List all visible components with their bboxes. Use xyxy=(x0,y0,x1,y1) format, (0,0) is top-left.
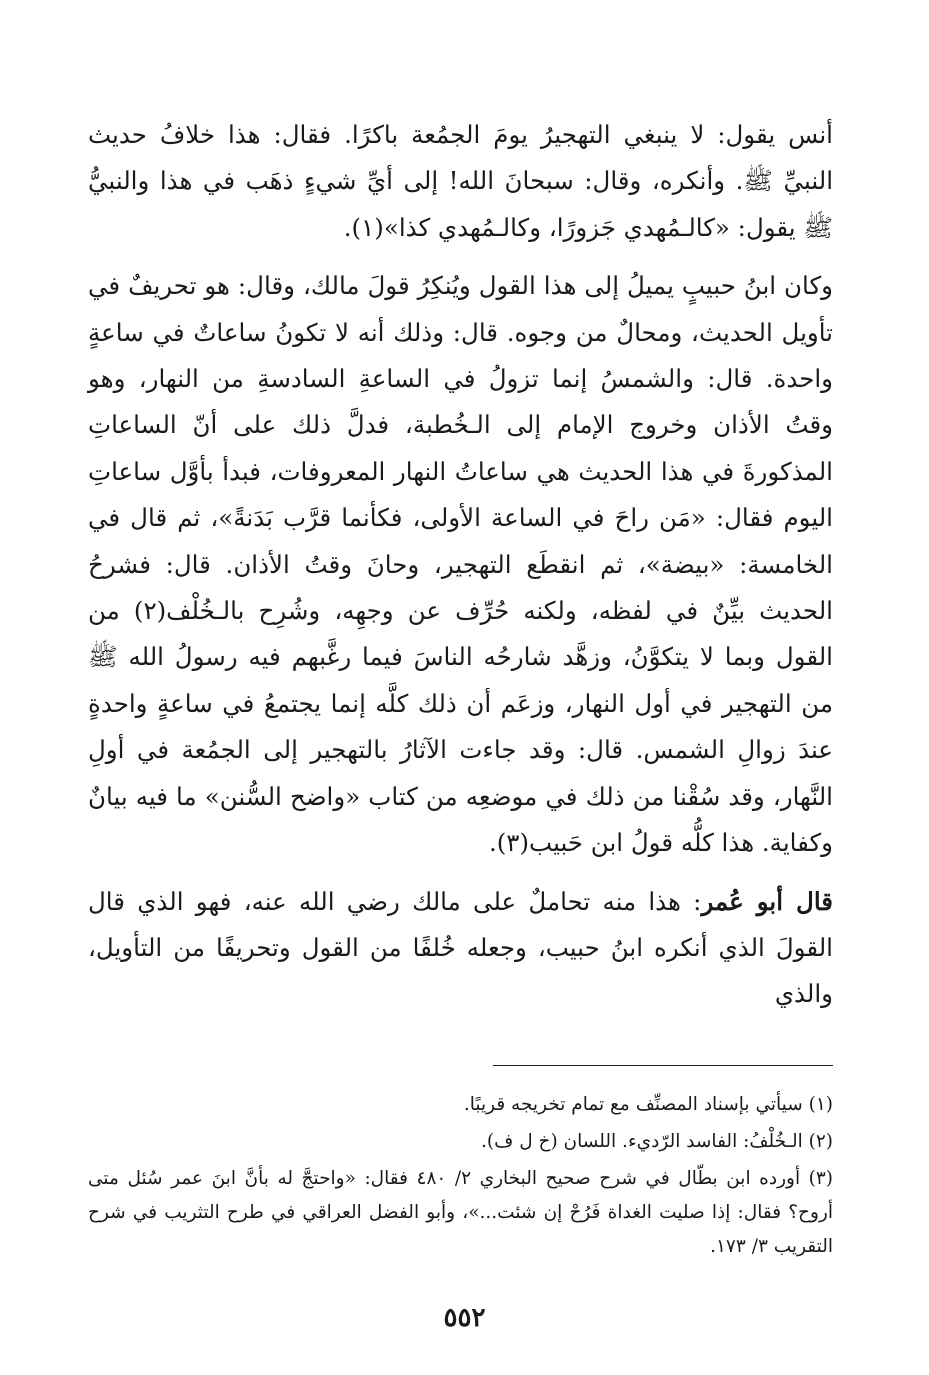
footnote-3: (٣) أورده ابن بطّال في شرح صحيح البخاري ٢/ ٤٨٠ فقال: «واحتجَّ له بأنَّ ابنَ عمر سُئل متى أروح؟ فقال: إذا صليت الغداة فَرُحْ إن شئت...»، وأبو الفضل العراقي في طرح التثريب في شرح التقريب ٣/ ١٧٣. xyxy=(88,1168,834,1257)
footnote-2: (٢) الـخُلْفُ: الفاسد الرّديء. اللسان (خ ل ف). xyxy=(481,1131,833,1152)
page-number: ٥٥٢ xyxy=(443,1303,486,1333)
footnote-divider xyxy=(493,1065,833,1066)
paragraph-2-text: وكان ابنُ حبيبٍ يميلُ إلى هذا القول ويُنكِرُ قولَ مالك، وقال: هو تحريفٌ في تأويل الحديث، ومحالٌ من وجوه. قال: وذلك أنه لا تكونُ ساعاتٌ في ساعةٍ واحدة. قال: والشمسُ إنما تزولُ في الساعةِ السادسةِ من النهار، وهو وقتُ الأذان وخروج الإمام إلى الـخُطبة، فدلَّ ذلك على أنّ الساعاتِ المذكورةَ في هذا الحديث هي ساعاتُ النهار المعروفات، فبدأ بأوَّل ساعاتِ اليوم فقال: «مَن راحَ في الساعة الأولى، فكأنما قرَّب بَدَنةً»، ثم قال في الخامسة: «بيضة»، ثم انقطَع التهجير، وحانَ وقتُ الأذان. قال: فشرحُ الحديث بيِّنٌ في لفظه، ولكنه حُرِّف عن وجهِه، وشُرِح بالـخُلْف(٢) من القول وبما لا يتكوَّنُ، وزهَّد شارحُه الناسَ فيما رغَّبهم فيه رسولُ الله ﷺ من التهجير في أول النهار، وزعَم أن ذلك كلَّه إنما يجتمعُ في ساعةٍ واحدةٍ عندَ زوالِ الشمس. قال: وقد جاءت الآثارُ بالتهجير إلى الجمُعة في أولِ النَّهار، وقد سُقْنا من ذلك في موضعِه من كتاب «واضح السُّنن» ما فيه بيانٌ وكفاية. هذا كلُّه قولُ ابن حَبيب(٣). xyxy=(88,271,833,858)
paragraph-1 xyxy=(88,112,833,251)
paragraph-3-text xyxy=(88,879,833,1018)
book-page-body xyxy=(88,112,833,1030)
paragraph-3-rest: : هذا منه تحاملٌ على مالك رضي الله عنه، فهو الذي قال القولَ الذي أنكره ابنُ حبيب، وجعله خُلفًا من القول وتحريفًا من التأويل، والذي xyxy=(88,886,833,1009)
paragraph-3 xyxy=(88,879,833,1018)
footnote-1: (١) سيأتي بإسناد المصنِّف مع تمام تخريجه قريبًا. xyxy=(463,1094,833,1115)
paragraph-1-text: أنس يقول: لا ينبغي التهجيرُ يومَ الجمُعة باكرًا. فقال: هذا خلافُ حديث النبيِّ ﷺ. وأنكره، وقال: سبحانَ الله! إلى أيِّ شيءٍ ذهَب في هذا والنبيُّ ﷺ يقول: «كالـمُهدي جَزورًا، وكالـمُهدي كذا»(١). xyxy=(88,120,833,242)
footnotes xyxy=(88,1088,833,1267)
paragraph-2 xyxy=(88,263,833,866)
paragraph-3-lead: قال أبو عُمر xyxy=(701,886,833,916)
